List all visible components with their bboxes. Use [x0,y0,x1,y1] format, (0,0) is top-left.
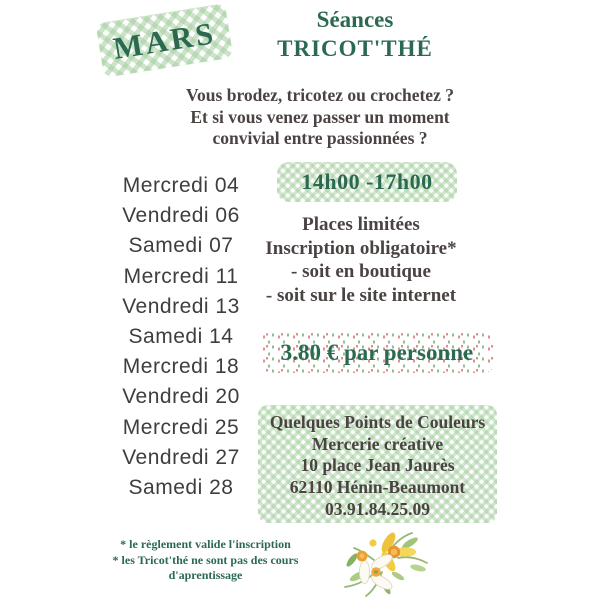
intro-line: Et si vous venez passer un moment [190,106,450,127]
session-date: Vendredi 13 [122,294,240,318]
session-date: Vendredi 06 [122,204,240,228]
session-date: Samedi 07 [128,234,234,258]
title-line2: TRICOT'THÉ [277,36,433,61]
hours-label: 14h00 -17h00 [301,169,433,194]
month-badge [96,3,234,78]
session-date: Vendredi 20 [122,385,240,409]
info-line: - soit sur le site internet [265,284,457,306]
intro-text [130,85,510,150]
price-label: 3.80 € par personne [280,340,474,365]
info-line: - soit en boutique [291,261,431,282]
info-line: Inscription obligatoire* [265,237,457,259]
hours-banner [277,162,457,202]
session-date: Mercredi 18 [122,355,240,379]
price-banner [261,333,493,373]
footnote-line: * les Tricot'thé ne sont pas des cours [112,552,299,567]
intro-line: Vous brodez, tricotez ou crochetez ? [186,85,454,105]
shop-name: Quelques Points de Couleurs [269,412,486,432]
info-line: Places limitées [302,214,420,235]
session-date: Mercredi 04 [122,174,240,197]
session-date: Vendredi 27 [122,445,240,469]
title-line1: Séances [316,7,394,32]
shop-city: 62110 Hénin-Beaumont [289,477,466,498]
intro-line: convivial entre passionnées ? [212,128,428,148]
daffodil-bouquet-icon [330,530,440,600]
shop-address: 10 place Jean Jaurès [300,455,455,476]
contact-card [258,405,497,523]
session-date: Mercredi 25 [122,415,240,439]
session-date: Samedi 14 [128,325,234,349]
session-dates-list [102,171,260,503]
month-badge-label: MARS [110,14,219,66]
registration-info [241,213,481,307]
session-date: Samedi 28 [128,476,234,500]
footnote-line: * le règlement valide l'inscription [120,537,291,551]
page-title [255,5,455,63]
shop-subtitle: Mercerie créative [311,433,444,454]
footnotes [103,537,308,584]
shop-phone: 03.91.84.25.09 [325,498,430,519]
session-date: Mercredi 11 [123,264,239,288]
footnote-line: d'aprentissage [168,568,243,582]
